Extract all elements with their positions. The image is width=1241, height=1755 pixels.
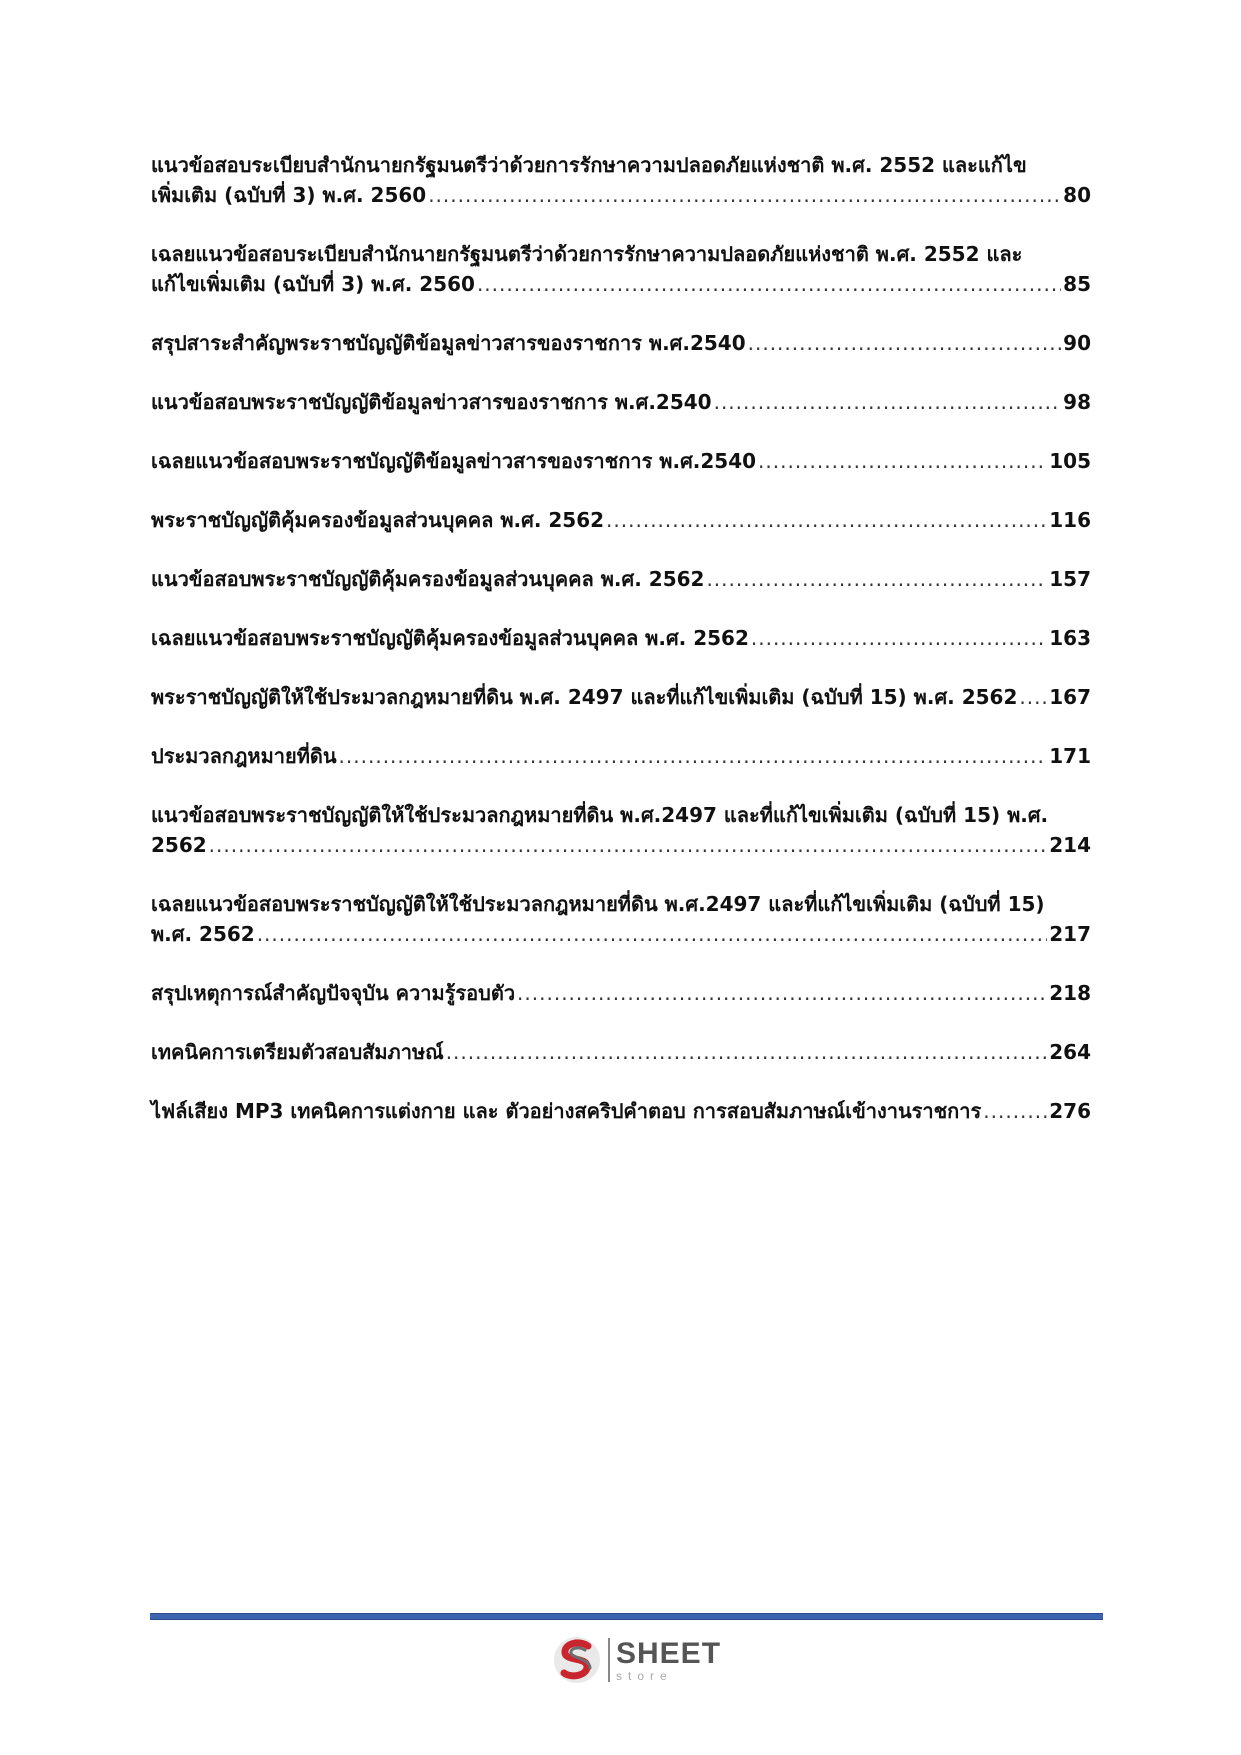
toc-entry[interactable] <box>151 446 1091 476</box>
toc-entry[interactable] <box>151 150 1091 210</box>
toc-entry-title: เทคนิคการเตรียมตัวสอบสัมภาษณ์ <box>151 1040 444 1064</box>
toc-dot-leader <box>428 180 1061 210</box>
toc-dot-leader <box>339 741 1048 771</box>
toc-entry-title: เฉลยแนวข้อสอบพระราชบัญญัติข้อมูลข่าวสารของราชการ พ.ศ.2540 <box>151 449 757 473</box>
toc-entry-title: พระราชบัญญัติคุ้มครองข้อมูลส่วนบุคคล พ.ศ. 2562 <box>151 508 605 532</box>
toc-entry-title: เพิ่มเติม (ฉบับที่ 3) พ.ศ. 2560 <box>151 183 427 207</box>
toc-entry-row <box>151 1096 1091 1126</box>
toc-entry-row <box>151 328 1091 358</box>
toc-dot-leader <box>706 564 1047 594</box>
toc-entry-title-line: เฉลยแนวข้อสอบระเบียบสำนักนายกรัฐมนตรีว่าด้วยการรักษาความปลอดภัยแห่งชาติ พ.ศ. 2552 และ <box>151 242 1023 266</box>
toc-entry-row <box>151 269 1091 299</box>
toc-entry[interactable] <box>151 564 1091 594</box>
toc-entry-row <box>151 919 1091 949</box>
sheet-store-s-logo-icon <box>552 1635 602 1685</box>
toc-page-number: 98 <box>1063 390 1091 414</box>
toc-entry-title: เฉลยแนวข้อสอบพระราชบัญญัติคุ้มครองข้อมูลส่วนบุคคล พ.ศ. 2562 <box>151 626 749 650</box>
toc-entry-row <box>151 505 1091 535</box>
toc-dot-leader <box>748 328 1062 358</box>
toc-dot-leader <box>758 446 1047 476</box>
toc-entry-row <box>151 682 1091 712</box>
toc-page-number: 105 <box>1049 449 1091 473</box>
toc-entry-row <box>151 564 1091 594</box>
toc-dot-leader <box>446 1037 1048 1067</box>
toc-dot-leader <box>517 978 1047 1008</box>
toc-entry[interactable] <box>151 505 1091 535</box>
toc-entry[interactable] <box>151 889 1091 949</box>
toc-entry-title: ประมวลกฎหมายที่ดิน <box>151 744 337 768</box>
toc-dot-leader <box>209 830 1048 860</box>
toc-entry-title-line: แนวข้อสอบระเบียบสำนักนายกรัฐมนตรีว่าด้วยการรักษาความปลอดภัยแห่งชาติ พ.ศ. 2552 และแก้ไข <box>151 153 1027 177</box>
toc-entry-title: พ.ศ. 2562 <box>151 922 255 946</box>
toc-page-number: 218 <box>1049 981 1091 1005</box>
toc-entry[interactable] <box>151 623 1091 653</box>
toc-page-number: 157 <box>1049 567 1091 591</box>
toc-entry-title: 2562 <box>151 833 207 857</box>
toc-entry-row <box>151 623 1091 653</box>
toc-entry-title: พระราชบัญญัติให้ใช้ประมวลกฎหมายที่ดิน พ.ศ. 2497 และที่แก้ไขเพิ่มเติม (ฉบับที่ 15) พ.ศ. 2562 <box>151 685 1018 709</box>
toc-page-number: 276 <box>1049 1099 1091 1123</box>
toc-entry-title: สรุปเหตุการณ์สำคัญปัจจุบัน ความรู้รอบตัว <box>151 981 516 1005</box>
toc-entry[interactable] <box>151 741 1091 771</box>
toc-entry-title-line: เฉลยแนวข้อสอบพระราชบัญญัติให้ใช้ประมวลกฎหมายที่ดิน พ.ศ.2497 และที่แก้ไขเพิ่มเติม (ฉบับที่ 15) <box>151 892 1045 916</box>
toc-page-number: 167 <box>1049 685 1091 709</box>
toc-entry-row <box>151 830 1091 860</box>
toc-page-number: 214 <box>1049 833 1091 857</box>
toc-entry-title: แนวข้อสอบพระราชบัญญัติข้อมูลข่าวสารของราชการ พ.ศ.2540 <box>151 390 712 414</box>
toc-page-number: 80 <box>1063 183 1091 207</box>
toc-entry-row <box>151 978 1091 1008</box>
toc-dot-leader <box>257 919 1048 949</box>
toc-entry[interactable] <box>151 682 1091 712</box>
toc-page-number: 264 <box>1049 1040 1091 1064</box>
sheet-store-logo <box>552 1632 721 1688</box>
toc-page-number: 116 <box>1049 508 1091 532</box>
toc-entry-row <box>151 180 1091 210</box>
logo-subword: store <box>616 1668 673 1683</box>
toc-entry[interactable] <box>151 239 1091 299</box>
toc-dot-leader <box>751 623 1047 653</box>
toc-entry-title: แก้ไขเพิ่มเติม (ฉบับที่ 3) พ.ศ. 2560 <box>151 272 475 296</box>
toc-entry-title: ไฟล์เสียง MP3 เทคนิคการแต่งกาย และ ตัวอย่างสคริปคำตอบ การสอบสัมภาษณ์เข้างานราชการ <box>151 1099 982 1123</box>
table-of-contents <box>151 150 1091 1155</box>
toc-dot-leader <box>1019 682 1047 712</box>
toc-entry[interactable] <box>151 978 1091 1008</box>
toc-page-number: 171 <box>1049 744 1091 768</box>
toc-entry-title-line: แนวข้อสอบพระราชบัญญัติให้ใช้ประมวลกฎหมายที่ดิน พ.ศ.2497 และที่แก้ไขเพิ่มเติม (ฉบับที่ 15) พ.ศ. <box>151 803 1049 827</box>
toc-dot-leader <box>714 387 1062 417</box>
toc-entry-row <box>151 741 1091 771</box>
footer-rule <box>150 1613 1103 1620</box>
toc-entry[interactable] <box>151 328 1091 358</box>
toc-entry-title: สรุปสาระสำคัญพระราชบัญญัติข้อมูลข่าวสารของราชการ พ.ศ.2540 <box>151 331 746 355</box>
toc-page-number: 163 <box>1049 626 1091 650</box>
logo-word: SHEET <box>616 1636 722 1670</box>
toc-entry-row <box>151 446 1091 476</box>
toc-page-number: 90 <box>1063 331 1091 355</box>
toc-entry[interactable] <box>151 1037 1091 1067</box>
toc-entry[interactable] <box>151 387 1091 417</box>
toc-dot-leader <box>606 505 1047 535</box>
toc-page-number: 85 <box>1063 272 1091 296</box>
toc-entry[interactable] <box>151 800 1091 860</box>
toc-dot-leader <box>477 269 1061 299</box>
logo-divider <box>608 1638 610 1682</box>
toc-entry-title: แนวข้อสอบพระราชบัญญัติคุ้มครองข้อมูลส่วนบุคคล พ.ศ. 2562 <box>151 567 705 591</box>
toc-entry[interactable] <box>151 1096 1091 1126</box>
toc-dot-leader <box>983 1096 1047 1126</box>
toc-entry-row <box>151 387 1091 417</box>
toc-page-number: 217 <box>1049 922 1091 946</box>
toc-entry-row <box>151 1037 1091 1067</box>
